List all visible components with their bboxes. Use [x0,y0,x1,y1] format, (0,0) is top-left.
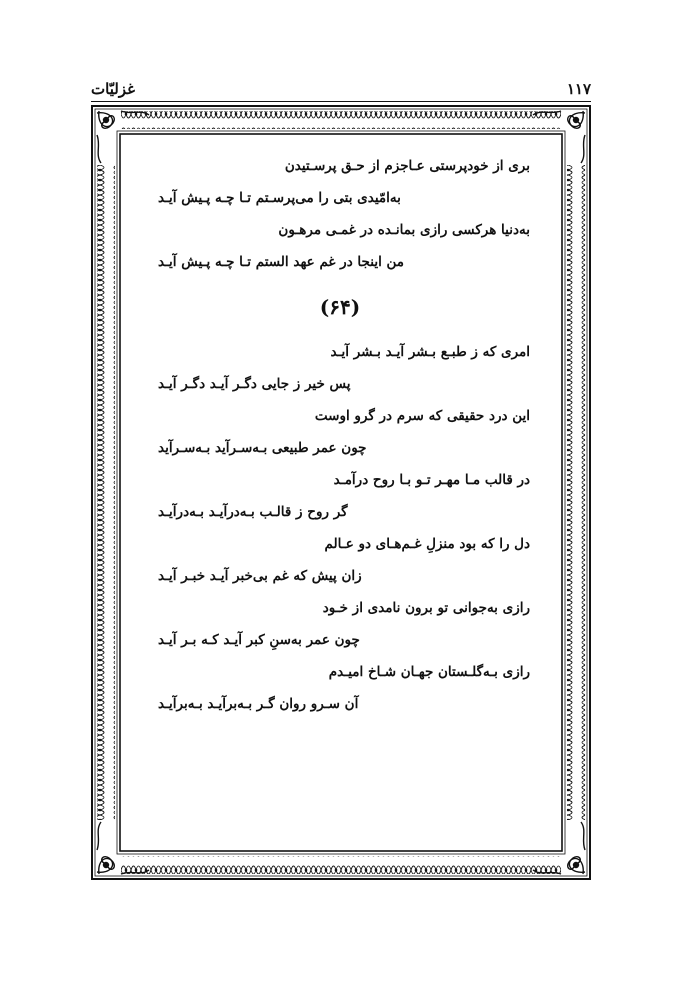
hemistich-second: چون عمر به‌سنِ کبر آیـد کـه بـر آیـد [158,632,360,648]
hemistich-first: امری که ز طبـع بـشر آیـد بـشر آیـد [330,344,530,360]
hemistich-row [150,656,530,688]
hemistich-row [150,336,530,368]
poem-number: (۶۴) [319,295,361,319]
page-header [91,80,591,102]
hemistich-row [150,688,530,720]
poem-content [150,150,530,720]
hemistich-second: به‌امّیدی بتی را می‌پرسـتم تـا چـه پـیش آیـد [158,190,401,206]
hemistich-second: من اینجا در غم عهد الستم تـا چـه پـیش آیـد [158,254,405,270]
hemistich-row [150,560,530,592]
poem-64 [150,336,530,720]
hemistich-second: پس خیر ز جایی دگـر آیـد دگـر آیـد [158,376,351,392]
hemistich-row [150,496,530,528]
hemistich-second: چون عمر طبیعی بـه‌سـرآید بـه‌سـرآید [158,440,367,456]
page-number: ۱۱۷ [566,80,591,98]
hemistich-row [150,368,530,400]
hemistich-second: گر روح ز قالـب بـه‌درآیـد بـه‌درآیـد [158,504,348,520]
hemistich-first: رازی به‌جوانی تو برون نامدی از خـود [322,600,530,616]
hemistich-first: دل را که بود منزلِ غـم‌هـای دو عـالم [324,536,530,552]
hemistich-first: در قالب مـا مهـر تـو بـا روح درآمـد [333,472,530,488]
couplet [150,150,530,182]
hemistich-second: زان پیش که غم بی‌خبر آیـد خبـر آیـد [158,568,362,584]
hemistich-row [150,592,530,624]
couplet [150,182,530,214]
couplet [150,214,530,246]
hemistich-second: آن سـرو روان گـر بـه‌برآیـد بـه‌برآیـد [158,696,359,712]
hemistich-row [150,400,530,432]
hemistich-row [150,624,530,656]
previous-poem-ending [150,150,530,278]
hemistich-row [150,464,530,496]
hemistich-first: رازی بـه‌گلـستان جهـان شـاخ امیـدم [328,664,530,680]
header-rule [91,101,591,102]
hemistich-first: بری از خودپرستی عـاجزم از حـق پرسـتیدن [284,158,530,174]
hemistich-first: به‌دنیا هرکسی رازی بمانـده در غمـی مرهـون [278,222,530,238]
hemistich-first: این درد حقیقی که سرم در گرو اوست [314,408,530,424]
hemistich-row [150,528,530,560]
couplet [150,246,530,278]
running-title: غزلیّات [91,80,135,98]
hemistich-row [150,432,530,464]
